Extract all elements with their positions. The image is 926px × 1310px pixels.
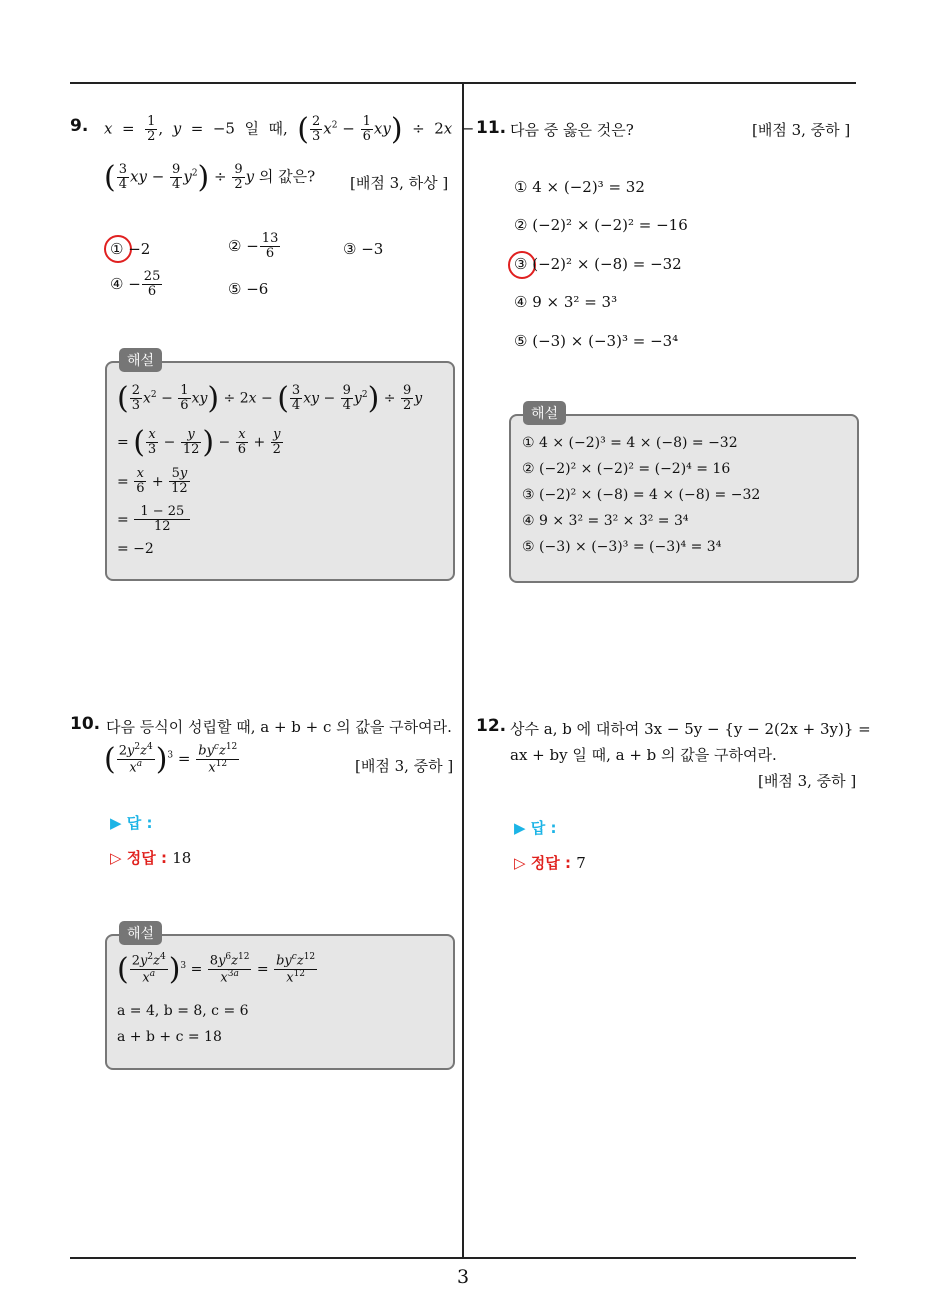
q12-answer-input-label[interactable]: ▶ 답 : [514,819,557,837]
question-10-equation: ( $\frac{2y^2z^4}{x^a}$ )$^3$ = $\frac{by^cz^{12}}{x^{12}}$ [104,742,238,777]
question-9-line2: ( $\frac{3}{4}$ xy − $\frac{9}{4}$ $y^2$) ÷ $\frac{9}{2}$ y 의 값은? [104,160,316,195]
question-11-score: [배점 3, 중하 ] [752,121,851,139]
column-divider [462,84,464,1258]
q10-solution-tag: 해설 [119,921,162,945]
q9-choice-3[interactable]: ③ −3 [343,240,384,258]
q11-solution-line-5: ⑤ (−3) × (−3)³ = (−3)⁴ = 3⁴ [522,539,722,555]
q10-solution-step-3: a + b + c = 18 [117,1029,222,1045]
q10-correct-answer: ▷ 정답 : 18 [110,849,192,867]
q9-solution-step-2: = ( $\frac{x}{3}$ − $\frac{y}{12}$ ) − $\frac{x}{6}$ + $\frac{y}{2}$ [117,425,281,460]
q11-choice-3[interactable]: ③ (−2)² × (−8) = −32 [514,255,682,273]
question-12-number: 12. [476,716,507,736]
question-10-text: 다음 등식이 성립할 때, a + b + c 의 값을 구하여라. [106,718,452,736]
question-9-number: 9. [70,116,89,136]
question-10-number: 10. [70,714,101,734]
q11-solution-line-3: ③ (−2)² × (−8) = 4 × (−8) = −32 [522,487,761,503]
q9-solution-step-3: = $\frac{x}{6}$ + $\frac{5y}{12}$ [117,466,188,497]
q10-solution-step-1: ( $\frac{2y^2z^4}{x^a}$ )$^3$ = $\frac{8y^6z^{12}}{x^{3a}}$ = $\frac{by^cz^{12}}{x^{12}}$ [117,952,316,987]
question-10-score: [배점 3, 중하 ] [355,757,454,775]
q11-solution-tag: 해설 [523,401,566,425]
q11-choice-1[interactable]: ① 4 × (−2)³ = 32 [514,178,645,196]
question-11-text: 다음 중 옳은 것은? [510,121,634,139]
q11-solution-line-1: ① 4 × (−2)³ = 4 × (−8) = −32 [522,435,738,451]
question-12-score: [배점 3, 중하 ] [758,772,857,790]
q9-choice-1[interactable]: ① −2 [110,240,151,258]
q11-choice-2[interactable]: ② (−2)² × (−2)² = −16 [514,216,688,234]
q12-correct-answer: ▷ 정답 : 7 [514,854,586,872]
q9-choice-2[interactable]: ② − $\frac{13}{6}$ [228,231,279,262]
question-12-text-line2: ax + by 일 때, a + b 의 값을 구하여라. [510,746,777,764]
question-12-text-line1: 상수 a, b 에 대하여 3x − 5y − {y − 2(2x + 3y)} = [510,720,871,738]
question-11-number: 11. [476,118,507,138]
q11-solution-line-2: ② (−2)² × (−2)² = (−2)⁴ = 16 [522,461,731,477]
q11-choice-5[interactable]: ⑤ (−3) × (−3)³ = −3⁴ [514,332,679,350]
page-number: 3 [457,1266,470,1288]
q11-choice-4[interactable]: ④ 9 × 3² = 3³ [514,293,618,311]
q9-solution-step-1: ( $\frac{2}{3}$ $x^2$ − $\frac{1}{6}$ xy) ÷ 2x − ( $\frac{3}{4}$ xy − $\frac{9}{4}$ $y^2$) ÷ $\frac{9}{2}$ y [117,381,423,416]
q9-choice-4[interactable]: ④ − $\frac{25}{6}$ [110,269,161,300]
q10-solution-step-2: a = 4, b = 8, c = 6 [117,1003,249,1019]
q9-choice-5[interactable]: ⑤ −6 [228,280,269,298]
q9-solution-step-5: = −2 [117,541,154,557]
question-9-score: [배점 3, 하상 ] [350,174,449,192]
q10-answer-input-label[interactable]: ▶ 답 : [110,814,153,832]
bottom-rule [70,1257,856,1259]
q11-solution-line-4: ④ 9 × 3² = 3² × 3² = 3⁴ [522,513,689,529]
q9-solution-step-4: = $\frac{1 - 25}{12}$ [117,504,189,535]
q9-solution-tag: 해설 [119,348,162,372]
question-9-line1: x = $\frac{1}{2}$ , y = −5 일 때, ( $\frac{2}{3}$ $x^2$ − $\frac{1}{6}$ xy) ÷ 2x − [104,112,475,147]
